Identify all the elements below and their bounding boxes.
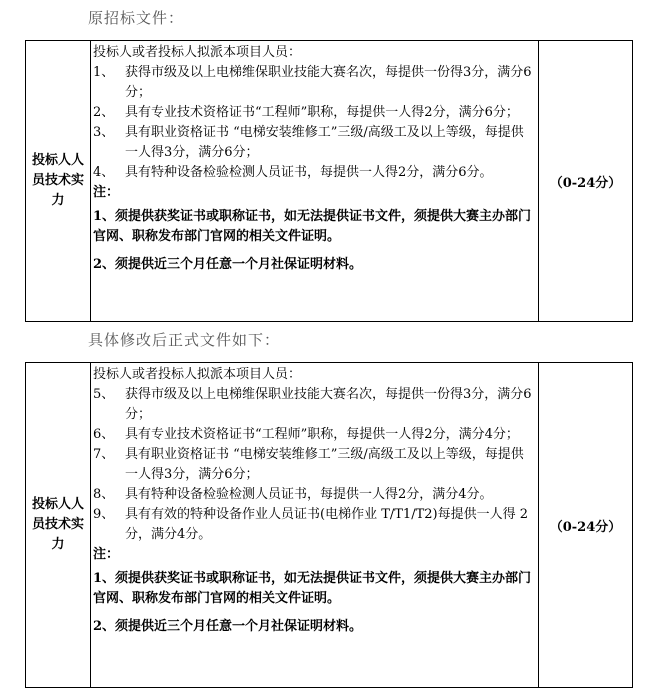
item-number: 9、 bbox=[93, 507, 115, 522]
note-item: 2、须提供近三个月任意一个月社保证明材料。 bbox=[93, 619, 363, 634]
item-text: 具有专业技术资格证书“工程师”职称，每提供一人得2分，满分6分； bbox=[125, 105, 519, 120]
item-number: 7、 bbox=[93, 447, 115, 462]
table-row bbox=[26, 363, 633, 688]
list-item bbox=[93, 425, 536, 445]
table-row bbox=[26, 41, 633, 322]
intro-text: 投标人或者投标人拟派本项目人员： bbox=[93, 45, 302, 60]
item-text: 具有职业资格证书 “电梯安装维修工”三级/高级工及以上等级，每提供一人得3分，满分6分； bbox=[125, 447, 524, 482]
note-item: 2、须提供近三个月任意一个月社保证明材料。 bbox=[93, 257, 363, 272]
item-number: 3、 bbox=[93, 125, 115, 140]
list-item bbox=[93, 485, 536, 505]
item-text: 获得市级及以上电梯维保职业技能大赛名次，每提供一份得3分，满分6分； bbox=[125, 65, 532, 100]
note-item: 1、须提供获奖证书或职称证书，如无法提供证书文件，须提供大赛主办部门官网、职称发布部门官网的相关文件证明。 bbox=[93, 209, 532, 244]
note-item: 1、须提供获奖证书或职称证书，如无法提供证书文件，须提供大赛主办部门官网、职称发布部门官网的相关文件证明。 bbox=[93, 571, 532, 606]
original-heading: 原招标文件： bbox=[88, 9, 185, 27]
list-item bbox=[93, 163, 536, 183]
item-number: 5、 bbox=[93, 387, 115, 402]
note-label: 注： bbox=[93, 547, 120, 562]
revised-heading: 具体修改后正式文件如下： bbox=[88, 331, 281, 349]
list-item bbox=[93, 123, 536, 163]
item-number: 8、 bbox=[93, 487, 115, 502]
criteria-cell bbox=[91, 41, 539, 322]
item-text: 具有专业技术资格证书“工程师”职称，每提供一人得2分，满分4分； bbox=[125, 427, 519, 442]
list-item bbox=[93, 103, 536, 123]
item-number: 2、 bbox=[93, 105, 115, 120]
item-number: 4、 bbox=[93, 165, 115, 180]
revised-scoring-table bbox=[25, 362, 633, 688]
intro-text: 投标人或者投标人拟派本项目人员： bbox=[93, 367, 302, 382]
category-cell: 投标人人员技术实力 bbox=[26, 363, 91, 688]
item-text: 具有特种设备检验检测人员证书，每提供一人得2分，满分6分。 bbox=[125, 165, 493, 180]
note-label: 注： bbox=[93, 185, 120, 200]
item-text: 获得市级及以上电梯维保职业技能大赛名次，每提供一份得3分，满分6分； bbox=[125, 387, 532, 422]
item-text: 具有有效的特种设备作业人员证书(电梯作业 T/T1/T2)每提供一人得 2分，满分4分。 bbox=[125, 507, 528, 542]
criteria-cell bbox=[91, 363, 539, 688]
item-text: 具有特种设备检验检测人员证书，每提供一人得2分，满分4分。 bbox=[125, 487, 493, 502]
list-item bbox=[93, 385, 536, 425]
list-item bbox=[93, 63, 536, 103]
list-item bbox=[93, 505, 536, 545]
item-number: 1、 bbox=[93, 65, 115, 80]
score-cell: （0-24分） bbox=[539, 41, 633, 322]
list-item bbox=[93, 445, 536, 485]
score-cell: （0-24分） bbox=[539, 363, 633, 688]
category-cell: 投标人人员技术实力 bbox=[26, 41, 91, 322]
item-text: 具有职业资格证书 “电梯安装维修工”三级/高级工及以上等级，每提供一人得3分，满分6分； bbox=[125, 125, 524, 160]
item-number: 6、 bbox=[93, 427, 115, 442]
original-scoring-table bbox=[25, 40, 633, 322]
